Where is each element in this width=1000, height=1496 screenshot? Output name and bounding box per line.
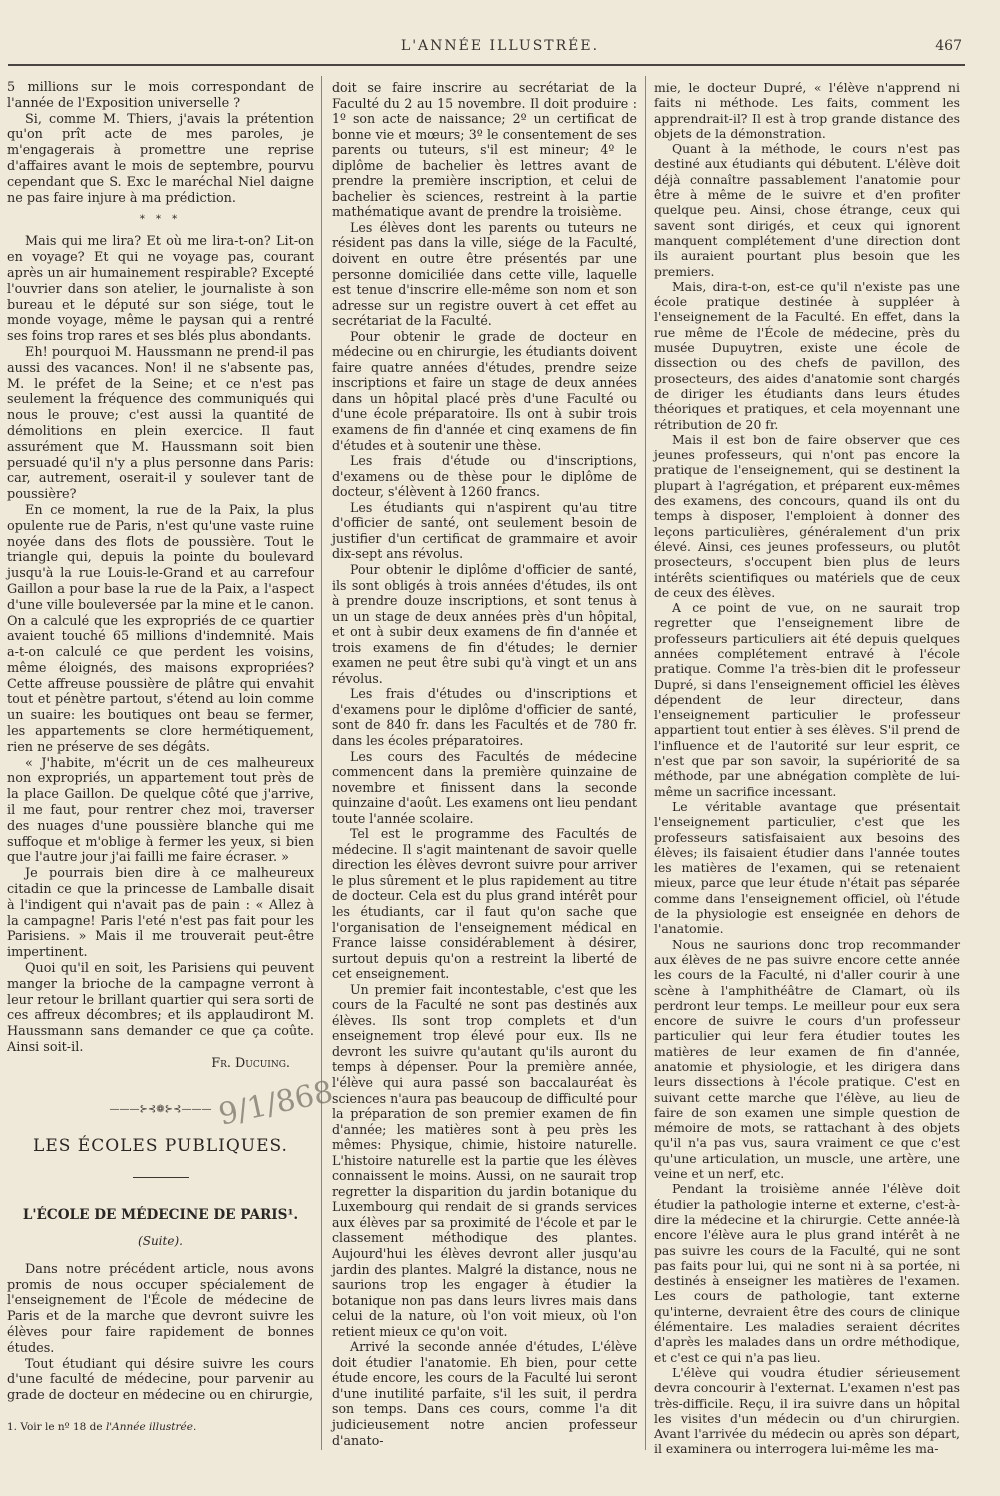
paragraph: L'élève qui voudra étudier sérieusement devra concourir à l'externat. L'examen n'est pas très-difficile. Reçu, il ira suivre dans un hôpital les visites d'un médecin ou d'un chirurgien. Avant l'arrivée du médecin ou après son départ, il examinera ou interrogera lui-même les ma-: [654, 1364, 960, 1457]
paragraph: Pendant la troisième année l'élève doit étudier la pathologie interne et externe, c'est-à-dire la médecine et la chirurgie. Cette année-là encore l'élève aura le plus grand intérêt à ne pas suivre les cours de la Faculté, qui ne sont pas faits pour lui, qui ne sont ni à sa portée, ni destinés à enseigner les matières de l'examen. Les cours de pathologie, tant externe qu'interne, devraient être des cours de clinique élémentaire. Les maladies seraient décrites d'après les malades dans un ordre méthodique, et c'est ce qui n'a pas lieu.: [654, 1181, 960, 1365]
paragraph: A ce point de vue, on ne saurait trop regretter que l'enseignement libre de professeurs particuliers ait été depuis quelques années complétement entravé à l'école pratique. Comme l'a très-bien dit le professeur Dupré, si dans l'enseignement officiel les élèves dépendent de leur directeur, dans l'enseignement particulier le professeur appartient tout entier à ses élèves. S'il prend de l'influence et de l'autorité sur leur esprit, ce n'est que par son savoir, la supériorité de sa méthode, par une abnégation complète de lui-même un sacrifice incessant.: [654, 600, 960, 799]
paragraph: Les frais d'étude ou d'inscriptions, d'examens ou de thèse pour le diplôme de docteur, s'élèvent à 1260 francs.: [332, 453, 637, 500]
paragraph: Pour obtenir le grade de docteur en médecine ou en chirurgie, les étudiants doivent faire quatre années d'études, prendre seize inscriptions et faire un stage de deux années dans un hôpital placé près d'une Faculté ou d'une école préparatoire. Ils ont à subir trois examens de fin d'année et cinq examens de fin d'études et à soutenir une thèse.: [332, 328, 637, 453]
paragraph: Un premier fait incontestable, c'est que les cours de la Faculté ne sont pas destinés aux élèves. Ils sont trop complets et d'un enseignement trop élevé pour eux. Ils ne devront les suivre qu'autant qu'ils auront du temps à dépenser. Pour la première année, l'élève qui aura passé son baccalauréat ès sciences n'aura pas beaucoup de difficulté pour la préparation de son premier examen de fin d'année; les matières sont à peu près les mêmes: Physique, chimie, histoire naturelle. L'histoire naturelle est la partie que les élèves connaissent le moins. Aussi, on ne saurait trop regretter la disparition du jardin botanique du Luxembourg qui rendait de si grands services aux élèves par sa proximité de l'école et par le classement méthodique des plantes. Aujourd'hui les élèves devront aller jusqu'au jardin des plantes. Malgré la distance, nous ne saurions trop les engager à étudier la botanique non pas dans leurs livres mais dans celui de la nature, où l'on voit mieux, où l'on retient mieux ce qu'on voit.: [332, 981, 637, 1339]
paragraph: Quant à la méthode, le cours n'est pas destiné aux étudiants qui débutent. L'élève doit déjà connaître passablement l'anatomie pour être à même de le suivre et d'en profiter quelque peu. Ainsi, chose étrange, ceux qui savent sont dirigés, et ceux qui ignorent manquent complétement d'une direction dont ils auraient pourtant plus besoin que les premiers.: [654, 141, 960, 279]
paragraph: Le véritable avantage que présentait l'enseignement particulier, c'est que les professeurs satisfaisaient aux besoins des élèves; ils faisaient étudier dans l'année toutes les matières de l'examen, qui se retenaient mieux, parce que leur étude n'était pas séparée comme dans l'enseignement officiel, où l'étude de la physiologie est enseignée en dehors de l'anatomie.: [654, 798, 960, 937]
paragraph: Les étudiants qui n'aspirent qu'au titre d'officier de santé, ont seulement besoin de justifier d'un certificat de grammaire et avoir dix-sept ans révolus.: [332, 499, 637, 562]
article-title: L'ÉCOLE DE MÉDECINE DE PARIS¹.: [22, 1207, 299, 1224]
running-title: L'ANNÉE ILLUSTRÉE.: [400, 38, 600, 54]
column-divider-1: [321, 76, 322, 1450]
footnote-ref: l'Année illustrée.: [105, 1420, 197, 1433]
paragraph: Nous ne saurions donc trop recommander aux élèves de ne pas suivre encore cette année les cours de la Faculté, ni d'aller courir à une scène à l'amphithéâtre de Clamart, où ils perdront leur temps. Le meilleur pour eux sera encore de suivre le cours d'un professeur particulier qui leur fera étudier toutes les matières de leur examen de fin d'année, anatomie et physiologie, et les dirigera dans leurs dissections à l'école pratique. C'est en suivant cette marche que l'élève, au lieu de faire de son examen une simple question de mémoire de mots, se rattachant à des objets qu'il n'a pas vus, saura vraiment ce que c'est qu'une articulation, un muscle, une artère, une veine et un nerf, etc.: [654, 936, 960, 1182]
page-number: 467: [935, 38, 962, 54]
paragraph: doit se faire inscrire au secrétariat de la Faculté du 2 au 15 novembre. Il doit produire : 1º son acte de naissance; 2º un certificat de bonne vie et mœurs; 3º le consentement de ses parents ou tuteurs, s'il est mineur; 4º le diplôme de bachelier ès lettres avant de prendre la première inscription, et celui de bachelier ès sciences, restreint à la partie mathématique avant de prendre la troisième.: [332, 80, 637, 220]
paragraph: mie, le docteur Dupré, « l'élève n'apprend ni faits ni méthode. Les faits, comment les apprendrait-il? Il est à trop grande distance des objets de la démonstration.: [654, 80, 960, 141]
footnote: [7, 1420, 314, 1436]
paragraph: 5 millions sur le mois correspondant de l'année de l'Exposition universelle ?: [7, 80, 314, 111]
paragraph: Arrivé la seconde année d'études, L'élève doit étudier l'anatomie. Eh bien, pour cette étude encore, les cours de la Faculté lui seront d'une inutilité parfaite, s'il les suit, il perdra son temps. Dans ces cours, comme l'a dit judicieusement notre ancien professeur d'anato-: [332, 1339, 637, 1448]
column-3: [654, 80, 960, 1457]
handwritten-annotation: 9/1/868: [215, 1074, 337, 1133]
column-divider-2: [645, 76, 646, 1450]
page-header: [0, 0, 1000, 70]
paragraph: Mais, dira-t-on, est-ce qu'il n'existe pas une école pratique destinée à suppléer à l'enseignement de la Faculté. En effet, dans la rue même de l'École de médecine, près du musée Dupuytren, existe une école de dissection ou des chefs de pavillon, des prosecteurs, des aides d'anatomie sont chargés de diriger les étudiants dans leurs études théoriques et pratiques, et cela moyennant une rétribution de 20 fr.: [654, 278, 960, 432]
column-2: [332, 80, 637, 1448]
paragraph: Eh! pourquoi M. Haussmann ne prend-il pas aussi des vacances. Non! il ne s'absente pas, M. le préfet de la Seine; et ce n'est pas seulement la fréquence des communiqués qui nous le prouve; c'est aussi la quantité de démolitions en plein exercice. Il faut assurément que M. Haussmann soit bien persuadé qu'il n'y a plus personne dans Paris: car, autrement, oserait-il y soulever tant de poussière?: [7, 344, 314, 503]
section-title: LES ÉCOLES PUBLIQUES.: [33, 1136, 288, 1157]
footnote-text: 1. Voir le nº 18 de: [7, 1420, 106, 1433]
ornament-divider: ———⊱⊰❁⊱⊰———: [109, 1103, 212, 1115]
paragraph: En ce moment, la rue de la Paix, la plus opulente rue de Paris, n'est qu'une vaste ruine noyée dans des flots de poussière. Tout le triangle qui, depuis la pointe du boulevard jusqu'à la rue Louis-le-Grand et au carrefour Gaillon a pour base la rue de la Paix, a l'aspect d'une ville bouleversée par la mine et le canon. On a calculé que les expropriés de ce quartier avaient touché 65 millions d'indemnité. Mais a-t-on calculé ce que perdent les voisins, même éloignés, des maisons expropriées? Cette affreuse poussière de plâtre qui envahit tout et pénètre partout, s'étend au loin comme un suaire: les boutiques ont beau se fermer, les appartements se clore hermétiquement, rien ne préserve de ses dégâts.: [7, 502, 314, 755]
header-rule: [8, 64, 965, 66]
paragraph: Mais qui me lira? Et où me lira-t-on? Lit-on en voyage? Et qui ne voyage pas, courant après un air humainement respirable? Excepté l'ouvrier dans son atelier, le journaliste à son bureau et le député sur son siége, tout le monde voyage, même le paysan qui a rentré ses foins trop rares et ses blés plus abondants.: [7, 234, 314, 345]
paragraph: Les élèves dont les parents ou tuteurs ne résident pas dans la ville, siége de la Faculté, doivent en outre être présentés par une personne domiciliée dans cette ville, laquelle est tenue d'inscrire elle-même son nom et son adresse sur un registre ouvert à cet effet au secrétariat de la Faculté.: [332, 219, 637, 329]
author-signature: Fr. Ducuing.: [211, 1055, 290, 1071]
paragraph: Quoi qu'il en soit, les Parisiens qui peuvent manger la brioche de la campagne verront à leur retour le brillant quartier qui sera sorti de ces affreux décombres; et ils applaudiront M. Haussmann sans demander ce que ça coûte. Ainsi soit-il.: [7, 961, 314, 1056]
paragraph: « J'habite, m'écrit un de ces malheureux non expropriés, un appartement tout près de la place Gaillon. De quelque côté que j'arrive, il me faut, pour rentrer chez moi, traverser des nuages d'une poussière blanche qui me suffoque et m'oblige à fermer les yeux, si bien que l'autre jour j'ai failli me faire écraser. »: [7, 755, 314, 866]
paragraph: Pour obtenir le diplôme d'officier de santé, ils sont obligés à trois années d'études, ils ont à prendre douze inscriptions, et sont tenus à un un stage de deux années près d'un hôpital, et ont à subir deux examens de fin d'année et trois examens de fin d'études; le dernier examen ne peut être subi qu'à vingt et un ans révolus.: [332, 561, 637, 686]
paragraph: Tout étudiant qui désire suivre les cours d'une faculté de médecine, pour parvenir au grade de docteur en médecine ou en chirurgie,: [7, 1356, 314, 1404]
paragraph: Si, comme M. Thiers, j'avais la prétention qu'on prît acte de mes paroles, je m'engagerais à promettre une reprise d'affaires avant le mois de septembre, pourvu cependant que S. Exc le maréchal Niel daigne ne pas faire injure à ma prédiction.: [7, 111, 314, 206]
paragraph: Tel est le programme des Facultés de médecine. Il s'agit maintenant de savoir quelle direction les élèves devront suivre pour arriver le plus sûrement et le plus rapidement au titre de docteur. Cela est du plus grand intérêt pour les étudiants, car il faut qu'on sache que l'organisation de l'enseignement médical en France laisse considérablement à désirer, surtout depuis qu'on a restreint la liberté de cet enseignement.: [332, 826, 637, 982]
paragraph: Mais il est bon de faire observer que ces jeunes professeurs, qui n'ont pas encore la pratique de l'enseignement, qui se destinent la plupart à l'agrégation, et préparent eux-mêmes des examens, des concours, quand ils ont du temps à disposer, l'emploient à donner des leçons particulières, généralement d'un prix élevé. Ainsi, ces jeunes professeurs, ou plutôt prosecteurs, s'occupent bien plus de leurs intérêts scientifiques ou matériels que de ceux de ceux des élèves.: [654, 431, 960, 600]
paragraph: Dans notre précédent article, nous avons promis de nous occuper spécialement de l'enseignement de l'École de médecine de Paris et de la marche que devront suivre les élèves pour faire rapidement de bonnes études.: [7, 1261, 314, 1356]
paragraph: Je pourrais bien dire à ce malheureux citadin ce que la princesse de Lamballe disait à l'indigent qui n'avait pas de pain : « Allez à la campagne! Paris l'eté n'est pas fait pour les Parisiens. » Mais il me trouverait peut-être impertinent.: [7, 866, 314, 961]
short-rule: [133, 1177, 189, 1178]
section-break-stars: * * *: [139, 214, 182, 226]
paragraph: Les cours des Facultés de médecine commencent dans la première quinzaine de novembre et finissent dans la seconde quinzaine d'août. Les examens ont lieu pendant toute l'année scolaire.: [332, 748, 637, 826]
article-subtitle: (Suite).: [138, 1234, 183, 1248]
column-1: [7, 80, 314, 1436]
paragraph: Les frais d'études ou d'inscriptions et d'examens pour le diplôme d'officier de santé, sont de 840 fr. dans les Facultés et de 780 fr. dans les écoles préparatoires.: [332, 686, 637, 748]
